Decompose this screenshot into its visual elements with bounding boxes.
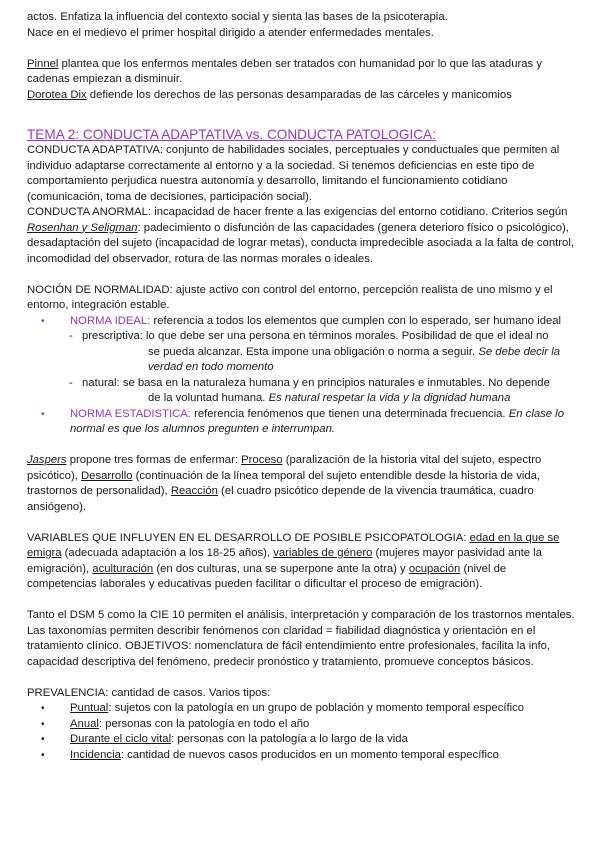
natural-item <box>27 376 575 392</box>
tema-2-title: TEMA 2: CONDUCTA ADAPTATIVA vs. CONDUCTA PATOLOGICA: <box>27 127 436 142</box>
dsm-paragraph <box>27 608 575 670</box>
list-item-term: Anual <box>70 717 99 730</box>
jaspers-name: Jaspers <box>27 454 67 466</box>
bullet-icon: • <box>41 734 45 745</box>
document-page <box>27 10 575 763</box>
desarrollo-term: Desarrollo <box>81 469 133 482</box>
prescriptiva-continuation <box>27 345 575 376</box>
list-item <box>27 701 575 717</box>
jaspers-text-2: (paralización de la historia vital del sujeto, espectro psicótico), <box>27 454 542 482</box>
list-item <box>27 748 575 764</box>
normalidad-paragraph <box>27 283 575 314</box>
variables-text-1: (adecuada adaptación a los 18-25 años), <box>61 547 274 559</box>
list-item-text: : personas con la patología a lo largo de la vida <box>171 733 408 745</box>
normalidad-label: NOCIÓN DE NORMALIDAD <box>27 283 170 296</box>
list-item-text: : cantidad de nuevos casos producidos en un momento temporal específico <box>120 748 499 761</box>
prevalencia-list <box>27 701 575 763</box>
pinnel-name: Pinnel <box>27 57 59 70</box>
variables-text-2: (mujeres mayor pasividad ante la emigración), <box>27 547 542 575</box>
bullet-icon: • <box>41 749 45 761</box>
natural-continuation <box>27 391 575 407</box>
conducta-adaptativa-paragraph <box>27 143 575 205</box>
proceso-term: Proceso <box>241 454 283 466</box>
intro-line-2: Nace en el medievo el primer hospital dirigido a atender enfermedades mentales. <box>27 26 434 39</box>
norma-estadistica-item <box>27 407 575 438</box>
dsm-text-1: Tanto el DSM 5 como la CIE 10 permiten el análisis, interpretación y comparación de los trastornos mentales. Las taxonomías permiten describir fenómenos con claridad = fiabilidad diagnóstica y orientación en el tratamiento clínico. <box>27 609 575 652</box>
prescriptiva-item <box>27 329 575 345</box>
list-item-term: Durante el ciclo vital <box>70 733 172 745</box>
prevalencia-text: : cantidad de casos. Varios tipos: <box>105 686 271 699</box>
list-item-term: Incidencia <box>70 748 121 761</box>
prevalencia-label: PREVALENCIA <box>27 686 106 699</box>
jaspers-text-4: (el cuadro psicótico depende de la vivencia traumática, cuadro ansiógeno). <box>27 485 534 513</box>
bullet-icon: • <box>41 718 45 730</box>
list-item-term: Puntual <box>70 702 109 714</box>
prevalencia-paragraph <box>27 686 575 702</box>
jaspers-paragraph <box>27 453 575 515</box>
conducta-adaptativa-label: CONDUCTA ADAPTATIVA <box>27 144 160 156</box>
reaccion-term: Reacción <box>170 485 218 497</box>
dix-paragraph <box>27 88 575 104</box>
conducta-anormal-text-1: : incapacidad de hacer frente a las exigencias del entorno cotidiano. Criterios según <box>147 206 568 218</box>
natural-cont-text: de la voluntad humana. <box>148 392 269 404</box>
list-item <box>27 732 575 748</box>
ocupacion-term: ocupación <box>408 562 461 575</box>
norma-estadistica-label: NORMA ESTADISTICA: <box>70 407 191 420</box>
dash-icon: - <box>69 330 73 342</box>
variables-text-4: (nivel de competencias laborales y educativas pueden facilitar o dificultar el proceso de emigración). <box>27 562 507 590</box>
genero-term: variables de género <box>273 547 373 559</box>
conducta-anormal-paragraph <box>27 205 575 267</box>
pinnel-text: plantea que los enfermos mentales deben ser tratados con humanidad por lo que las ataduras y cadenas empiezan a disminuir. <box>27 57 542 85</box>
norma-estadistica-example: En clase lo normal es que los alumnos pregunten e interrumpan. <box>70 407 564 435</box>
natural-example: Es natural respetar la vida y la dignidad humana <box>268 392 511 404</box>
jaspers-text-3: (continuación de la línea temporal del sujeto entendible desde la historia de vida, trastornos de personalidad), <box>27 469 541 497</box>
prescriptiva-example: Se debe decir la verdad en todo momento <box>148 345 560 373</box>
jaspers-text-1: propone tres formas de enfermar: <box>66 454 242 466</box>
natural-first-line: natural: se basa en la naturaleza humana y en principios naturales e inmutables. No depende <box>82 376 550 389</box>
edad-term: edad en la que se emigra <box>27 531 560 559</box>
bullet-icon: • <box>41 408 45 420</box>
normalidad-text: : ajuste activo con control del entorno, percepción realista de uno mismo y el entorno, integración estable. <box>27 283 553 311</box>
norma-ideal-item <box>27 314 575 330</box>
list-item <box>27 717 575 733</box>
aculturacion-term: aculturación <box>92 562 154 575</box>
conducta-anormal-label: CONDUCTA ANORMAL <box>27 206 148 218</box>
bullet-icon: • <box>41 703 45 714</box>
intro-line-1: actos. Enfatiza la influencia del contexto social y sienta las bases de la psicoterapia. <box>27 11 448 23</box>
conducta-adaptativa-text: : conjunto de habilidades sociales, perceptuales y conductuales que permiten al individuo adaptarse correctamente al entorno y a la sociedad. Si tenemos deficiencias en este tipo de comportamiento perjudica nuestra autonomía y desarrollo, limitando el funcionamiento cotidiano (comunicación, toma de decisiones, participación social). <box>27 144 560 203</box>
dix-name: Dorotea Dix <box>27 88 87 101</box>
norma-estadistica-text: referencia fenómenos que tienen una determinada frecuencia. <box>190 407 509 420</box>
rosenhan-seligman: Rosenhan y Seligman <box>27 221 138 234</box>
dsm-text-2: : nomenclatura de fácil entendimiento entre profesionales, facilita la info, capacidad descriptiva del fenómeno, predecir pronóstico y tratamiento, promueve conceptos básicos. <box>27 640 551 668</box>
dix-text: defiende los derechos de las personas desamparadas de las cárceles y manicomios <box>86 88 512 101</box>
pinnel-paragraph <box>27 57 575 88</box>
bullet-icon: • <box>41 315 45 327</box>
variables-paragraph <box>27 531 575 593</box>
variables-label: VARIABLES QUE INFLUYEN EN EL DESARROLLO DE POSIBLE PSICOPATOLOGIA <box>27 531 464 544</box>
prescriptiva-cont-text: se pueda alcanzar. Esta impone una obligación o norma a seguir. <box>148 345 479 358</box>
norma-ideal-label: NORMA IDEAL: <box>70 314 151 327</box>
norma-ideal-text: referencia a todos los elementos que cumplen con lo esperado, ser humano ideal <box>150 314 562 327</box>
prescriptiva-first-line: prescriptiva: lo que debe ser una persona en términos morales. Posibilidad de que el ideal no <box>82 330 549 342</box>
dash-icon: - <box>69 376 73 389</box>
variables-text-3: (en dos culturas, una se superpone ante la otra) y <box>153 562 409 575</box>
conducta-anormal-text-2: : padecimiento o disfunción de las capacidades (genera deterioro físico o psicológico), desadaptación del sujeto (incapacidad de lograr metas), conducta impredecible asociada a la falta de control, incomodidad del observador, rotura de las normas morales o ideales. <box>27 221 574 265</box>
objetivos-label: OBJETIVOS <box>124 640 189 652</box>
list-item-text: : personas con la patología en todo el año <box>98 717 310 730</box>
list-item-text: : sujetos con la patología en un grupo de población y momento temporal específico <box>108 702 525 714</box>
variables-text-0: : <box>463 531 470 544</box>
